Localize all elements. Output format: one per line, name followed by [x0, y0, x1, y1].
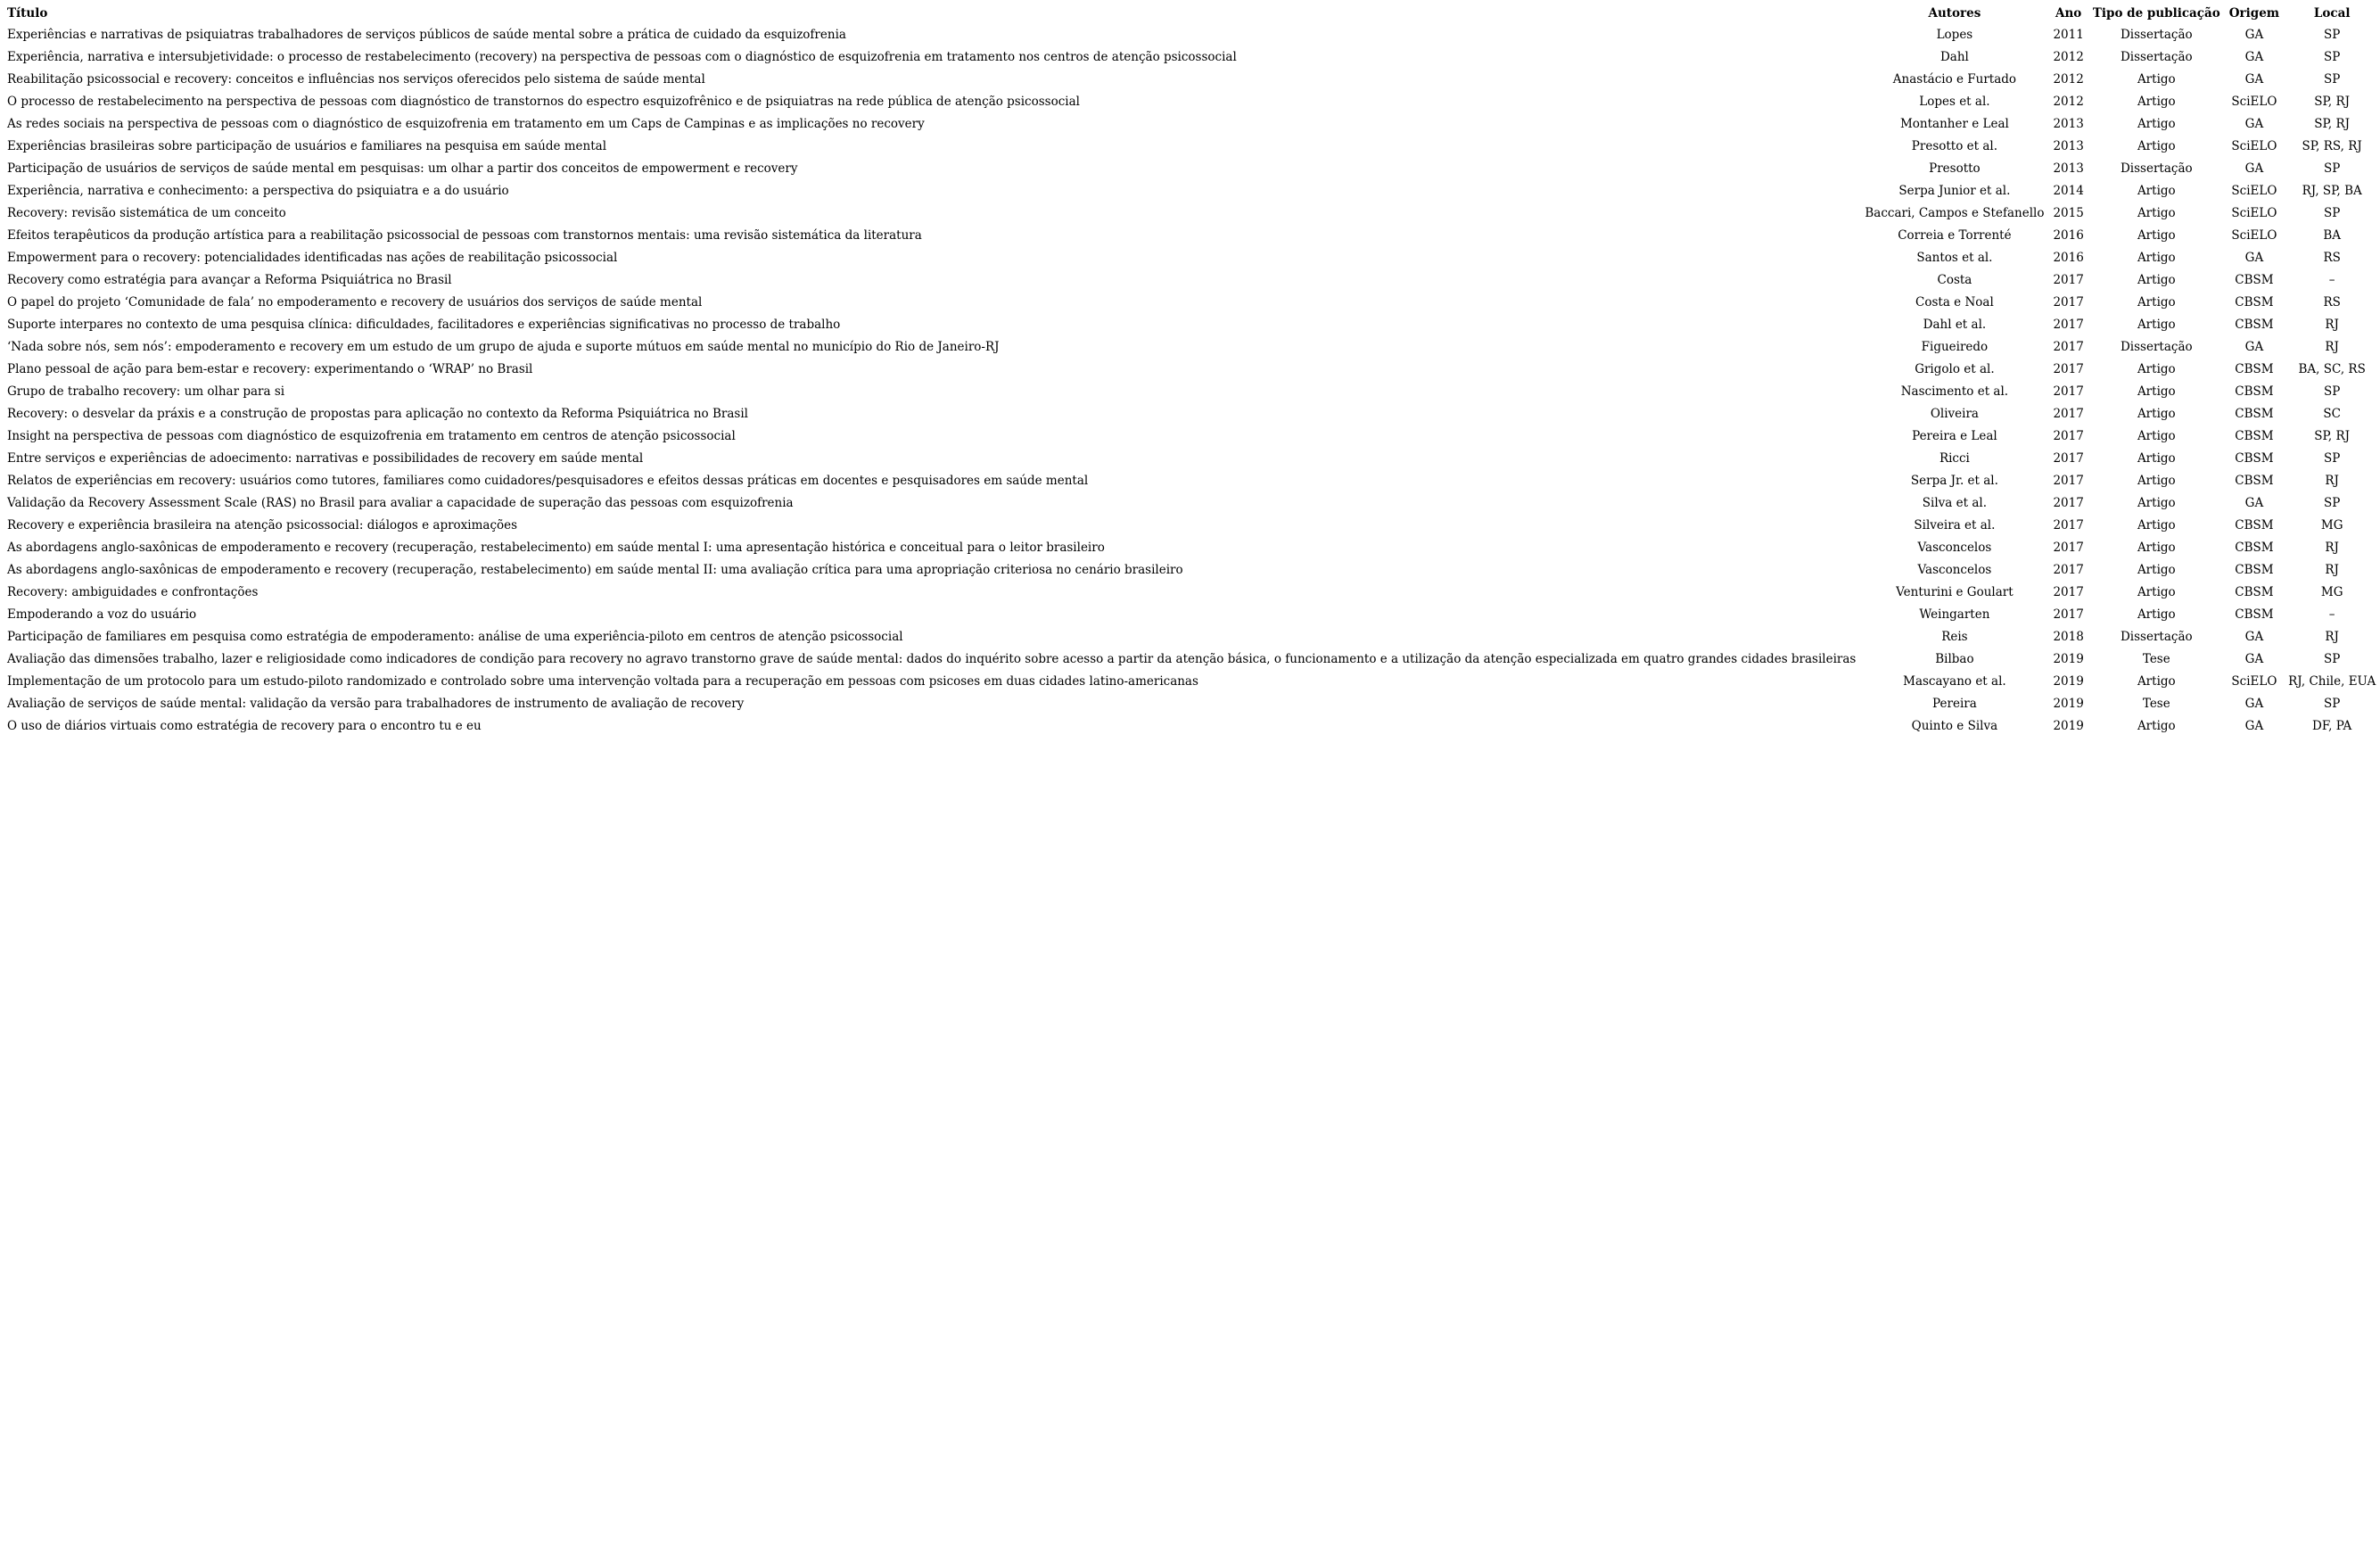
cell-titulo: As abordagens anglo-saxônicas de empoderamento e recovery (recuperação, restabelecimento) em saúde mental I: uma apresentação histórica e conceitual para o leitor brasileiro	[7, 541, 1105, 555]
cell-autores: Figueiredo	[1921, 340, 1989, 354]
cell-autores: Grigolo et al.	[1915, 362, 1995, 376]
table-row	[3, 269, 2380, 292]
cell-ano: 2017	[2053, 340, 2084, 354]
cell-titulo: Suporte interpares no contexto de uma pesquisa clínica: dificuldades, facilitadores e experiências significativas no processo de trabalho	[7, 318, 841, 332]
cell-titulo: Experiências e narrativas de psiquiatras trabalhadores de serviços públicos de saúde mental sobre a prática de cuidado da esquizofrenia	[7, 28, 846, 42]
table-row	[3, 648, 2380, 671]
cell-autores: Costa e Noal	[1915, 295, 1994, 310]
table-row	[3, 515, 2380, 537]
cell-tipo: Dissertação	[2120, 50, 2193, 64]
cell-titulo: Participação de familiares em pesquisa como estratégia de empoderamento: análise de uma experiência-piloto em centros de atenção psicossocial	[7, 630, 903, 644]
cell-tipo: Artigo	[2137, 585, 2176, 599]
cell-local: SP	[2324, 161, 2341, 176]
table-row	[3, 292, 2380, 314]
cell-titulo: Insight na perspectiva de pessoas com diagnóstico de esquizofrenia em tratamento em centros de atenção psicossocial	[7, 429, 736, 443]
cell-tipo: Dissertação	[2120, 28, 2193, 42]
cell-ano: 2013	[2053, 139, 2084, 153]
cell-local: SP	[2324, 28, 2341, 42]
cell-tipo: Artigo	[2137, 228, 2176, 243]
cell-origem: CBSM	[2235, 407, 2274, 421]
cell-ano: 2017	[2053, 607, 2084, 622]
cell-autores: Santos et al.	[1916, 251, 1993, 265]
cell-tipo: Artigo	[2137, 206, 2176, 220]
table-row	[3, 136, 2380, 158]
cell-origem: CBSM	[2235, 518, 2274, 532]
cell-autores: Anastácio e Furtado	[1892, 72, 2017, 87]
cell-local: SP	[2324, 451, 2341, 466]
cell-tipo: Artigo	[2137, 719, 2176, 733]
cell-tipo: Artigo	[2137, 184, 2176, 198]
cell-tipo: Artigo	[2137, 496, 2176, 510]
cell-origem: CBSM	[2235, 607, 2274, 622]
cell-ano: 2017	[2053, 407, 2084, 421]
cell-autores: Silva et al.	[1922, 496, 1988, 510]
cell-local: RJ	[2325, 474, 2339, 488]
cell-origem: GA	[2244, 28, 2264, 42]
table-header	[3, 5, 2380, 24]
cell-autores: Nascimento et al.	[1900, 384, 2009, 399]
cell-autores: Weingarten	[1919, 607, 1990, 622]
cell-local: MG	[2320, 585, 2343, 599]
cell-local: RS	[2323, 251, 2341, 265]
cell-tipo: Artigo	[2137, 362, 2176, 376]
table-row	[3, 492, 2380, 515]
cell-ano: 2017	[2053, 384, 2084, 399]
cell-local: SP	[2324, 50, 2341, 64]
cell-ano: 2016	[2053, 251, 2084, 265]
cell-tipo: Artigo	[2137, 429, 2176, 443]
cell-ano: 2013	[2053, 117, 2084, 131]
cell-ano: 2012	[2053, 72, 2084, 87]
cell-titulo: Recovery: ambiguidades e confrontações	[7, 585, 259, 599]
cell-ano: 2012	[2053, 50, 2084, 64]
cell-titulo: O uso de diários virtuais como estratégia de recovery para o encontro tu e eu	[7, 719, 482, 733]
header-origem: Origem	[2228, 6, 2280, 21]
cell-local: –	[2328, 607, 2335, 622]
cell-tipo: Artigo	[2137, 72, 2176, 87]
cell-origem: CBSM	[2235, 474, 2274, 488]
cell-tipo: Artigo	[2137, 563, 2176, 577]
cell-titulo: Participação de usuários de serviços de saúde mental em pesquisas: um olhar a partir dos conceitos de empowerment e recovery	[7, 161, 798, 176]
cell-local: SP, RJ	[2314, 95, 2351, 109]
cell-local: SP	[2324, 384, 2341, 399]
cell-local: MG	[2320, 518, 2343, 532]
cell-tipo: Tese	[2142, 652, 2170, 666]
cell-origem: GA	[2244, 117, 2264, 131]
cell-autores: Presotto	[1929, 161, 1981, 176]
cell-ano: 2017	[2053, 474, 2084, 488]
table-row	[3, 715, 2380, 738]
cell-origem: SciELO	[2231, 95, 2277, 109]
table-row	[3, 202, 2380, 225]
table-row	[3, 448, 2380, 470]
cell-autores: Serpa Junior et al.	[1898, 184, 2011, 198]
cell-origem: CBSM	[2235, 541, 2274, 555]
cell-tipo: Artigo	[2137, 95, 2176, 109]
cell-autores: Pereira e Leal	[1912, 429, 1997, 443]
cell-ano: 2017	[2053, 273, 2084, 287]
cell-origem: GA	[2244, 697, 2264, 711]
cell-titulo: Recovery: o desvelar da práxis e a construção de propostas para aplicação no contexto da Reforma Psiquiátrica no Brasil	[7, 407, 748, 421]
cell-origem: GA	[2244, 652, 2264, 666]
cell-autores: Costa	[1937, 273, 1972, 287]
cell-autores: Mascayano et al.	[1903, 674, 2006, 689]
cell-titulo: Entre serviços e experiências de adoecimento: narrativas e possibilidades de recovery em saúde mental	[7, 451, 644, 466]
cell-autores: Montanher e Leal	[1899, 117, 2009, 131]
cell-local: SP	[2324, 206, 2341, 220]
cell-origem: GA	[2244, 340, 2264, 354]
header-ano: Ano	[2055, 6, 2082, 21]
cell-autores: Bilbao	[1935, 652, 1974, 666]
publications-table	[3, 5, 2380, 738]
cell-ano: 2012	[2053, 95, 2084, 109]
cell-origem: CBSM	[2235, 384, 2274, 399]
cell-local: SP	[2324, 652, 2341, 666]
cell-autores: Lopes	[1936, 28, 1973, 42]
cell-ano: 2017	[2053, 318, 2084, 332]
cell-autores: Quinto e Silva	[1911, 719, 1998, 733]
table-row	[3, 314, 2380, 336]
cell-titulo: Reabilitação psicossocial e recovery: conceitos e influências nos serviços oferecidos pelo sistema de saúde mental	[7, 72, 705, 87]
cell-local: BA	[2323, 228, 2342, 243]
header-tipo: Tipo de publicação	[2092, 6, 2220, 21]
cell-tipo: Artigo	[2137, 139, 2176, 153]
cell-titulo: ‘Nada sobre nós, sem nós’: empoderamento e recovery em um estudo de um grupo de ajuda e suporte mútuos em saúde mental no município do Rio de Janeiro-RJ	[7, 340, 1000, 354]
cell-autores: Correia e Torrenté	[1898, 228, 2012, 243]
table-row	[3, 180, 2380, 202]
cell-tipo: Artigo	[2137, 674, 2176, 689]
cell-origem: CBSM	[2235, 451, 2274, 466]
cell-origem: GA	[2244, 496, 2264, 510]
table-row	[3, 247, 2380, 269]
cell-titulo: Plano pessoal de ação para bem-estar e recovery: experimentando o ‘WRAP’ no Brasil	[7, 362, 533, 376]
header-local: Local	[2313, 6, 2351, 21]
table-row	[3, 425, 2380, 448]
cell-titulo: O papel do projeto ‘Comunidade de fala’ no empoderamento e recovery de usuários dos serviços de saúde mental	[7, 295, 703, 310]
cell-ano: 2019	[2053, 697, 2084, 711]
cell-tipo: Artigo	[2137, 251, 2176, 265]
cell-ano: 2017	[2053, 541, 2084, 555]
cell-origem: SciELO	[2231, 674, 2277, 689]
cell-tipo: Artigo	[2137, 451, 2176, 466]
cell-ano: 2018	[2053, 630, 2084, 644]
table-body	[3, 24, 2380, 738]
cell-local: SC	[2323, 407, 2341, 421]
table-row	[3, 403, 2380, 425]
table-row	[3, 559, 2380, 582]
table-row	[3, 158, 2380, 180]
cell-local: SP	[2324, 72, 2341, 87]
cell-autores: Dahl	[1939, 50, 1969, 64]
table-row	[3, 693, 2380, 715]
cell-local: RJ	[2325, 340, 2339, 354]
cell-local: SP, RJ	[2314, 429, 2351, 443]
cell-ano: 2013	[2053, 161, 2084, 176]
cell-origem: CBSM	[2235, 563, 2274, 577]
cell-tipo: Artigo	[2137, 607, 2176, 622]
cell-titulo: Experiência, narrativa e conhecimento: a perspectiva do psiquiatra e a do usuário	[7, 184, 509, 198]
cell-ano: 2014	[2053, 184, 2084, 198]
cell-ano: 2017	[2053, 585, 2084, 599]
cell-ano: 2016	[2053, 228, 2084, 243]
cell-titulo: Implementação de um protocolo para um estudo-piloto randomizado e controlado sobre uma intervenção voltada para a recuperação em pessoas com psicoses em duas cidades latino-americanas	[7, 674, 1198, 689]
table-row	[3, 381, 2380, 403]
cell-tipo: Artigo	[2137, 295, 2176, 310]
cell-local: SP	[2324, 697, 2341, 711]
table-row	[3, 470, 2380, 492]
cell-autores: Venturini e Goulart	[1896, 585, 2014, 599]
table-row	[3, 626, 2380, 648]
table-row	[3, 359, 2380, 381]
cell-local: SP, RJ	[2314, 117, 2351, 131]
cell-tipo: Dissertação	[2120, 161, 2193, 176]
cell-ano: 2017	[2053, 518, 2084, 532]
cell-ano: 2015	[2053, 206, 2084, 220]
cell-ano: 2017	[2053, 362, 2084, 376]
cell-origem: GA	[2244, 72, 2264, 87]
cell-ano: 2019	[2053, 652, 2084, 666]
cell-tipo: Artigo	[2137, 541, 2176, 555]
cell-autores: Oliveira	[1930, 407, 1979, 421]
cell-ano: 2019	[2053, 719, 2084, 733]
cell-origem: GA	[2244, 251, 2264, 265]
cell-ano: 2017	[2053, 496, 2084, 510]
cell-origem: SciELO	[2231, 206, 2277, 220]
header-row	[3, 5, 2380, 24]
cell-tipo: Artigo	[2137, 273, 2176, 287]
cell-local: RJ	[2325, 541, 2339, 555]
table-row	[3, 113, 2380, 136]
cell-ano: 2017	[2053, 563, 2084, 577]
cell-origem: SciELO	[2231, 184, 2277, 198]
cell-ano: 2011	[2053, 28, 2084, 42]
cell-titulo: Validação da Recovery Assessment Scale (RAS) no Brasil para avaliar a capacidade de superação das pessoas com esquizofrenia	[7, 496, 794, 510]
table-row	[3, 91, 2380, 113]
cell-tipo: Dissertação	[2120, 630, 2193, 644]
cell-titulo: Relatos de experiências em recovery: usuários como tutores, familiares como cuidadores/pesquisadores e efeitos dessas práticas em docentes e pesquisadores em saúde mental	[7, 474, 1089, 488]
cell-titulo: Recovery e experiência brasileira na atenção psicossocial: diálogos e aproximações	[7, 518, 518, 532]
cell-ano: 2019	[2053, 674, 2084, 689]
cell-autores: Vasconcelos	[1917, 541, 1992, 555]
cell-tipo: Artigo	[2137, 518, 2176, 532]
cell-titulo: Grupo de trabalho recovery: um olhar para si	[7, 384, 285, 399]
table-row	[3, 69, 2380, 91]
cell-local: –	[2328, 273, 2335, 287]
cell-tipo: Tese	[2142, 697, 2170, 711]
cell-ano: 2017	[2053, 429, 2084, 443]
cell-local: SP	[2324, 496, 2341, 510]
cell-origem: CBSM	[2235, 585, 2274, 599]
cell-ano: 2017	[2053, 451, 2084, 466]
cell-origem: GA	[2244, 719, 2264, 733]
cell-titulo: Avaliação de serviços de saúde mental: validação da versão para trabalhadores de instrumento de avaliação de recovery	[7, 697, 745, 711]
cell-titulo: Efeitos terapêuticos da produção artística para a reabilitação psicossocial de pessoas com transtornos mentais: uma revisão sistemática da literatura	[7, 228, 922, 243]
table-row	[3, 671, 2380, 693]
cell-autores: Vasconcelos	[1917, 563, 1992, 577]
table-row	[3, 604, 2380, 626]
cell-origem: CBSM	[2235, 362, 2274, 376]
cell-autores: Ricci	[1939, 451, 1970, 466]
cell-origem: GA	[2244, 161, 2264, 176]
cell-titulo: Empowerment para o recovery: potencialidades identificadas nas ações de reabilitação psicossocial	[7, 251, 618, 265]
cell-local: RJ, Chile, EUA	[2288, 674, 2376, 689]
cell-tipo: Artigo	[2137, 117, 2176, 131]
cell-tipo: Dissertação	[2120, 340, 2193, 354]
cell-autores: Reis	[1941, 630, 1968, 644]
cell-titulo: Experiência, narrativa e intersubjetividade: o processo de restabelecimento (recovery) na perspectiva de pessoas com o diagnóstico de esquizofrenia em tratamento nos centros de atenção psicossocial	[7, 50, 1237, 64]
cell-tipo: Artigo	[2137, 384, 2176, 399]
cell-ano: 2017	[2053, 295, 2084, 310]
cell-autores: Baccari, Campos e Stefanello	[1865, 206, 2045, 220]
cell-origem: GA	[2244, 630, 2264, 644]
cell-autores: Serpa Jr. et al.	[1910, 474, 1998, 488]
cell-origem: CBSM	[2235, 295, 2274, 310]
cell-origem: SciELO	[2231, 228, 2277, 243]
cell-origem: CBSM	[2235, 273, 2274, 287]
cell-origem: GA	[2244, 50, 2264, 64]
cell-titulo: Recovery como estratégia para avançar a Reforma Psiquiátrica no Brasil	[7, 273, 452, 287]
cell-tipo: Artigo	[2137, 318, 2176, 332]
table-row	[3, 537, 2380, 559]
cell-local: BA, SC, RS	[2298, 362, 2366, 376]
header-titulo: Título	[7, 6, 48, 21]
cell-origem: CBSM	[2235, 318, 2274, 332]
cell-titulo: Avaliação das dimensões trabalho, lazer e religiosidade como indicadores de condição para recovery no agravo transtorno grave de saúde mental: dados do inquérito sobre acesso a partir da atenção básica, o funcionamento e a utilização da atenção especializada em quatro grandes cidades brasileiras	[7, 652, 1857, 666]
cell-titulo: O processo de restabelecimento na perspectiva de pessoas com diagnóstico de transtornos do espectro esquizofrênico e de psiquiatras na rede pública de atenção psicossocial	[7, 95, 1080, 109]
cell-local: DF, PA	[2312, 719, 2352, 733]
cell-autores: Pereira	[1932, 697, 1977, 711]
cell-titulo: Experiências brasileiras sobre participação de usuários e familiares na pesquisa em saúde mental	[7, 139, 607, 153]
cell-origem: CBSM	[2235, 429, 2274, 443]
table-row	[3, 46, 2380, 69]
cell-titulo: As abordagens anglo-saxônicas de empoderamento e recovery (recuperação, restabelecimento) em saúde mental II: uma avaliação crítica para uma apropriação criteriosa no cenário brasileiro	[7, 563, 1183, 577]
cell-local: SP, RS, RJ	[2302, 139, 2362, 153]
cell-autores: Dahl et al.	[1923, 318, 1987, 332]
cell-local: RS	[2323, 295, 2341, 310]
table-row	[3, 24, 2380, 46]
table-row	[3, 582, 2380, 604]
cell-local: RJ	[2325, 318, 2339, 332]
cell-titulo: As redes sociais na perspectiva de pessoas com o diagnóstico de esquizofrenia em tratamento em um Caps de Campinas e as implicações no recovery	[7, 117, 925, 131]
cell-titulo: Recovery: revisão sistemática de um conceito	[7, 206, 286, 220]
cell-local: RJ, SP, BA	[2302, 184, 2362, 198]
cell-autores: Silveira et al.	[1914, 518, 1996, 532]
header-autores: Autores	[1928, 6, 1981, 21]
cell-origem: SciELO	[2231, 139, 2277, 153]
cell-tipo: Artigo	[2137, 474, 2176, 488]
cell-tipo: Artigo	[2137, 407, 2176, 421]
table-row	[3, 225, 2380, 247]
cell-titulo: Empoderando a voz do usuário	[7, 607, 197, 622]
cell-autores: Presotto et al.	[1911, 139, 1998, 153]
table-row	[3, 336, 2380, 359]
cell-local: RJ	[2325, 563, 2339, 577]
cell-autores: Lopes et al.	[1919, 95, 1990, 109]
cell-local: RJ	[2325, 630, 2339, 644]
